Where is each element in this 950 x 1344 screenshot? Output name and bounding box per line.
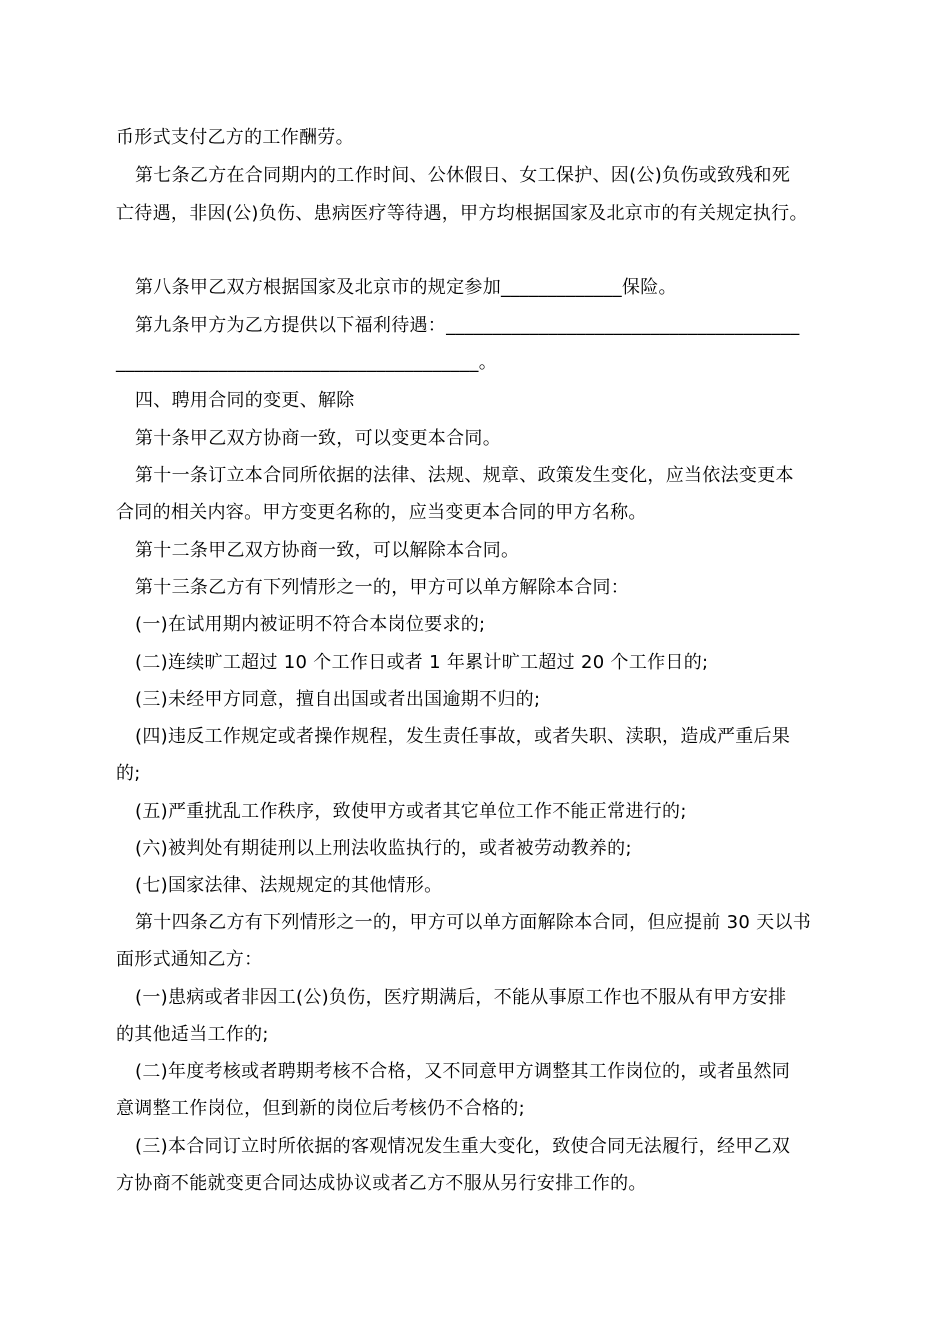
text-line: _______________________________________。 (116, 352, 497, 373)
list-item: (七)国家法律、法规规定的其他情形。 (135, 875, 443, 896)
list-item: (一)在试用期内被证明不符合本岗位要求的; (135, 614, 486, 635)
text-line: 意调整工作岗位，但到新的岗位后考核仍不合格的; (116, 1098, 525, 1119)
section-heading: 四、聘用合同的变更、解除 (135, 390, 355, 411)
text-line: 的其他适当工作的; (116, 1024, 269, 1045)
article-13: 第十三条乙方有下列情形之一的，甲方可以单方解除本合同： (135, 577, 630, 598)
list-item: (一)患病或者非因工(公)负伤，医疗期满后，不能从事原工作也不服从有甲方安排 (135, 987, 787, 1008)
article-12: 第十二条甲乙双方协商一致，可以解除本合同。 (135, 540, 520, 561)
list-item: (三)本合同订立时所依据的客观情况发生重大变化，致使合同无法履行，经甲乙双 (135, 1136, 791, 1157)
article-8: 第八条甲乙双方根据国家及北京市的规定参加_____________保险。 (135, 277, 677, 298)
article-10: 第十条甲乙双方协商一致，可以变更本合同。 (135, 428, 501, 449)
list-item: (二)年度考核或者聘期考核不合格，又不同意甲方调整其工作岗位的，或者虽然同 (135, 1061, 791, 1082)
text-line: 的; (116, 763, 141, 784)
list-item: (三)未经甲方同意，擅自出国或者出国逾期不归的; (135, 689, 541, 710)
list-item: (五)严重扰乱工作秩序，致使甲方或者其它单位工作不能正常进行的; (135, 801, 687, 822)
list-item: (二)连续旷工超过 10 个工作日或者 1 年累计旷工超过 20 个工作日的; (135, 652, 709, 673)
article-9: 第九条甲方为乙方提供以下福利待遇：______________________________________ (135, 315, 800, 336)
text-line: 面形式通知乙方： (116, 949, 263, 970)
list-item: (四)违反工作规定或者操作规程，发生责任事故，或者失职、渎职，造成严重后果 (135, 726, 791, 747)
article-14: 第十四条乙方有下列情形之一的，甲方可以单方面解除本合同，但应提前 30 天以书 (135, 912, 812, 933)
text-line: 币形式支付乙方的工作酬劳。 (116, 127, 354, 148)
list-item: (六)被判处有期徒刑以上刑法收监执行的，或者被劳动教养的; (135, 838, 632, 859)
text-line: 亡待遇，非因(公)负伤、患病医疗等待遇，甲方均根据国家及北京市的有关规定执行。 (116, 203, 808, 224)
article-11: 第十一条订立本合同所依据的法律、法规、规章、政策发生变化，应当依法变更本 (135, 465, 794, 486)
article-7: 第七条乙方在合同期内的工作时间、公休假日、女工保护、因(公)负伤或致残和死 (135, 165, 791, 186)
text-line: 合同的相关内容。甲方变更名称的，应当变更本合同的甲方名称。 (116, 502, 647, 523)
text-line: 方协商不能就变更合同达成协议或者乙方不服从另行安排工作的。 (116, 1173, 647, 1194)
